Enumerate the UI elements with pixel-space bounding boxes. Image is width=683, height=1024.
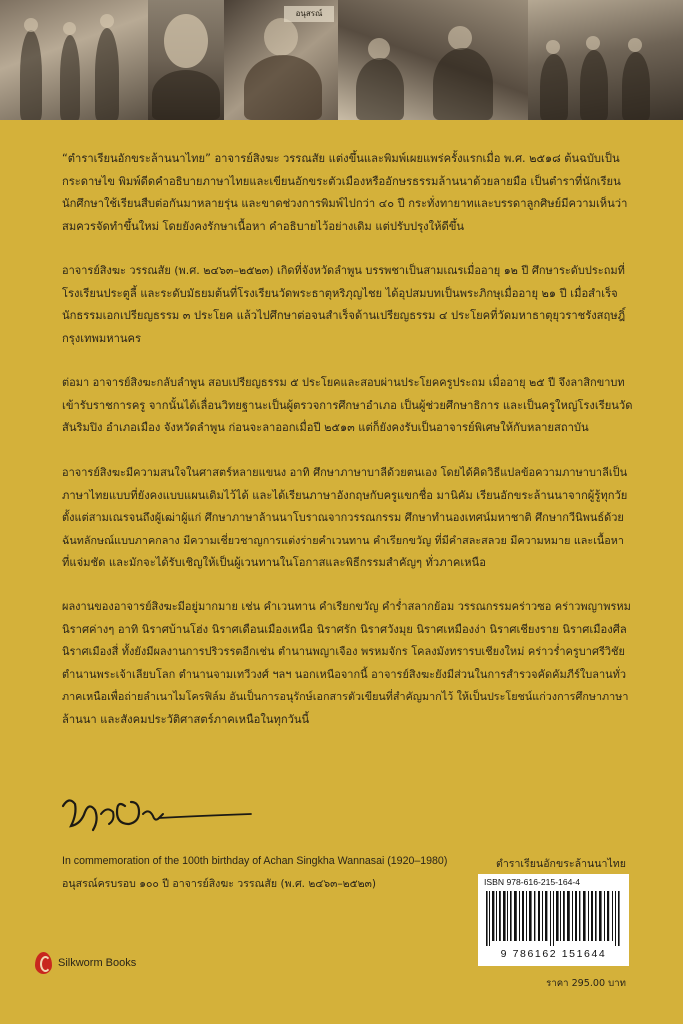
author-signature bbox=[55, 784, 255, 842]
text-line: ภาคเหนือเพื่อถ่ายลำเนาไมโครฟิล์ม อันเป็นการอนุรักษ์เอกสารตัวเขียนที่สำคัญมากไว้ ให้เป็นประโยชน์แก่วงการศึกษาภาษา bbox=[62, 690, 629, 703]
paragraph-interests bbox=[62, 462, 632, 575]
text-line: กระดาษไข พิมพ์ดีดคำอธิบายภาษาไทยและเขียนอักขระตัวเมืองหรืออักษรธรรมล้านนาด้วยลายมือ เป็นตำราที่นักเรียน bbox=[62, 174, 621, 188]
commemoration-english: In commemoration of the 100th birthday of Achan Singkha Wannasai (1920–1980) bbox=[62, 855, 448, 867]
text-line: นักศึกษาใช้เรียนสืบต่อกันมาหลายรุ่น และขาดช่วงการพิมพ์ไปกว่า ๔๐ ปี กระทั่งทายาทและบรรดาลูกศิษย์มีความเห็นว่า bbox=[62, 197, 628, 210]
text-line: ฉันทลักษณ์แบบภาคกลาง มีความเชี่ยวชาญการแต่งร่ายคำเวนทาน คำเรียกขวัญ ที่มีคำสละสลวย มีความหมาย และเนื้อหา bbox=[62, 533, 624, 547]
text-line: ภาษาไทยแบบที่ยังคงแบบแผนเดิมไว้ได้ และได้เรียนภาษาอังกฤษกับครูแขกชื่อ มานิคัม เรียนอักขระล้านนาจากผู้รู้ทุกวัย bbox=[62, 488, 628, 502]
silkworm-logo-icon bbox=[35, 952, 52, 974]
text-line: ตั้งแต่สามเณรจนถึงผู้เฒ่าผู้แก่ ศึกษาภาษาล้านนาโบราณจากวรรณกรรม ศึกษาทำนองเทศน์มหาชาติ ศึกษากวีนิพนธ์ด้วย bbox=[62, 511, 624, 524]
paragraph-intro bbox=[62, 148, 632, 238]
paragraph-works bbox=[62, 596, 632, 731]
text-line: ผลงานของอาจารย์สิงฆะมีอยู่มากมาย เช่น คำเวนทาน คำเรียกขวัญ คำร่ำสลากย้อม วรรณกรรมคร่าวซอ คร่าวพญาพรหม bbox=[62, 600, 631, 613]
text-line: อาจารย์สิงฆะ วรรณสัย (พ.ศ. ๒๔๖๓–๒๕๒๓) เกิดที่จังหวัดลำพูน บรรพชาเป็นสามเณรเมื่ออายุ ๑๒ ปี ศึกษาระดับประถมที่ bbox=[62, 264, 625, 277]
text-line: สมควรจัดทำขึ้นใหม่ โดยยังคงรักษาเนื้อหา คำอธิบายไว้อย่างเดิม แต่ปรับปรุงให้ดีขึ้น bbox=[62, 219, 465, 233]
group-outdoor-photo bbox=[528, 0, 683, 120]
barcode-box bbox=[478, 874, 629, 966]
text-line: ที่แจ่มชัด และมักจะได้รับเชิญให้เป็นผู้เวนทานในโอกาสและพิธีกรรมสำคัญๆ ทั่วภาคเหนือ bbox=[62, 556, 486, 569]
book-title: ตำราเรียนอักขระล้านนาไทย bbox=[495, 858, 626, 870]
text-line: ล้านนา และสังคมประวัติศาสตร์ภาคเหนือในทุกวันนี้ bbox=[62, 712, 310, 726]
text-line: กรุงเทพมหานคร bbox=[62, 331, 141, 345]
text-line: สันริมปิง อำเภอเมือง จังหวัดลำพูน ก่อนจะลาออกเมื่อปี ๒๕๑๓ แต่ก็ยังคงรับเป็นอาจารย์พิเศษให้กับหลายสถาบัน bbox=[62, 421, 589, 434]
text-line: “ตำราเรียนอักขระล้านนาไทย” อาจารย์สิงฆะ วรรณสัย แต่งขึ้นและพิมพ์เผยแพร่ครั้งแรกเมื่อ พ.ศ. ๒๕๑๘ ต้นฉบับเป็น bbox=[62, 152, 620, 165]
commemoration-thai: อนุสรณ์ครบรอบ ๑๐๐ ปี อาจารย์สิงฆะ วรรณสัย (พ.ศ. ๒๔๖๓–๒๕๒๓) bbox=[62, 878, 377, 890]
price-label: ราคา 295.00 บาท bbox=[546, 978, 626, 989]
ceremony-crowd-photo bbox=[0, 0, 148, 120]
sign-text: อนุสรณ์ bbox=[284, 6, 334, 22]
text-line: อาจารย์สิงฆะมีความสนใจในศาสตร์หลายแขนง อาทิ ศึกษาภาษาบาลีด้วยตนเอง โดยได้คิดวิธีแปลข้อความภาษาบาลีเป็น bbox=[62, 466, 628, 479]
text-line: ตำนานพระเจ้าเลียบโลก ตำนานจามเทวีวงศ์ ฯลฯ นอกเหนือจากนี้ อาจารย์สิงฆะยังมีส่วนในการสำรวจคัดคัมภีร์ใบลานทั่ว bbox=[62, 667, 627, 681]
text-line: นิราศเมืองสี่ ทั้งยังมีผลงานการปริวรรตอีกเช่น ตำนานพญาเจือง พรหมจักร โคลงมังทรารบเชียงใหม่ คร่าวร่ำครูบาศรีวิชัย bbox=[62, 645, 625, 658]
seated-elders-photo bbox=[338, 0, 528, 120]
publisher-logo bbox=[35, 952, 136, 974]
text-line: เข้ารับราชการครู จากนั้นได้เลื่อนวิทยฐานะเป็นผู้ตรวจการศึกษาอำเภอ เป็นผู้ช่วยศึกษาธิการ และเป็นครูใหญ่โรงเรียนวัด bbox=[62, 398, 633, 412]
isbn-label: ISBN 978-616-215-164-4 bbox=[484, 877, 581, 887]
text-line: ต่อมา อาจารย์สิงฆะกลับลำพูน สอบเปรียญธรรม ๕ ประโยคและสอบผ่านประโยคครูประถม เมื่ออายุ ๒๕ ปี จึงลาสิกขาบท bbox=[62, 376, 625, 389]
text-line: โรงเรียนประตูลี้ และระดับมัธยมต้นที่โรงเรียนวัดพระธาตุหริภุญไชย ได้อุปสมบทเป็นพระภิกษุเมื่ออายุ ๒๑ ปี เมื่อสำเร็จ bbox=[62, 286, 618, 300]
paragraph-career bbox=[62, 372, 632, 440]
monk-reading-photo bbox=[224, 0, 338, 120]
text-line: นักธรรมเอกเปรียญธรรม ๓ ประโยค แล้วไปศึกษาต่อจนสำเร็จด้านเปรียญธรรม ๔ ประโยคที่วัดมหาธาตุยุวราชรังสฤษฎิ์ bbox=[62, 309, 626, 322]
paragraph-biography bbox=[62, 260, 632, 350]
text-line: นิราศค่างๆ อาทิ นิราศบ้านโฮ่ง นิราศเดือนเมืองเหนือ นิราศรัก นิราศวังมุย นิราศเหมืองง่า นิราศเชียงราย นิราศเมืองศีล bbox=[62, 622, 627, 636]
publisher-name: Silkworm Books bbox=[58, 957, 137, 969]
barcode-digits: 9 786162 151644 bbox=[500, 948, 607, 960]
photo-strip bbox=[0, 0, 683, 120]
young-novice-portrait-photo bbox=[148, 0, 224, 120]
barcode-icon bbox=[486, 891, 621, 946]
